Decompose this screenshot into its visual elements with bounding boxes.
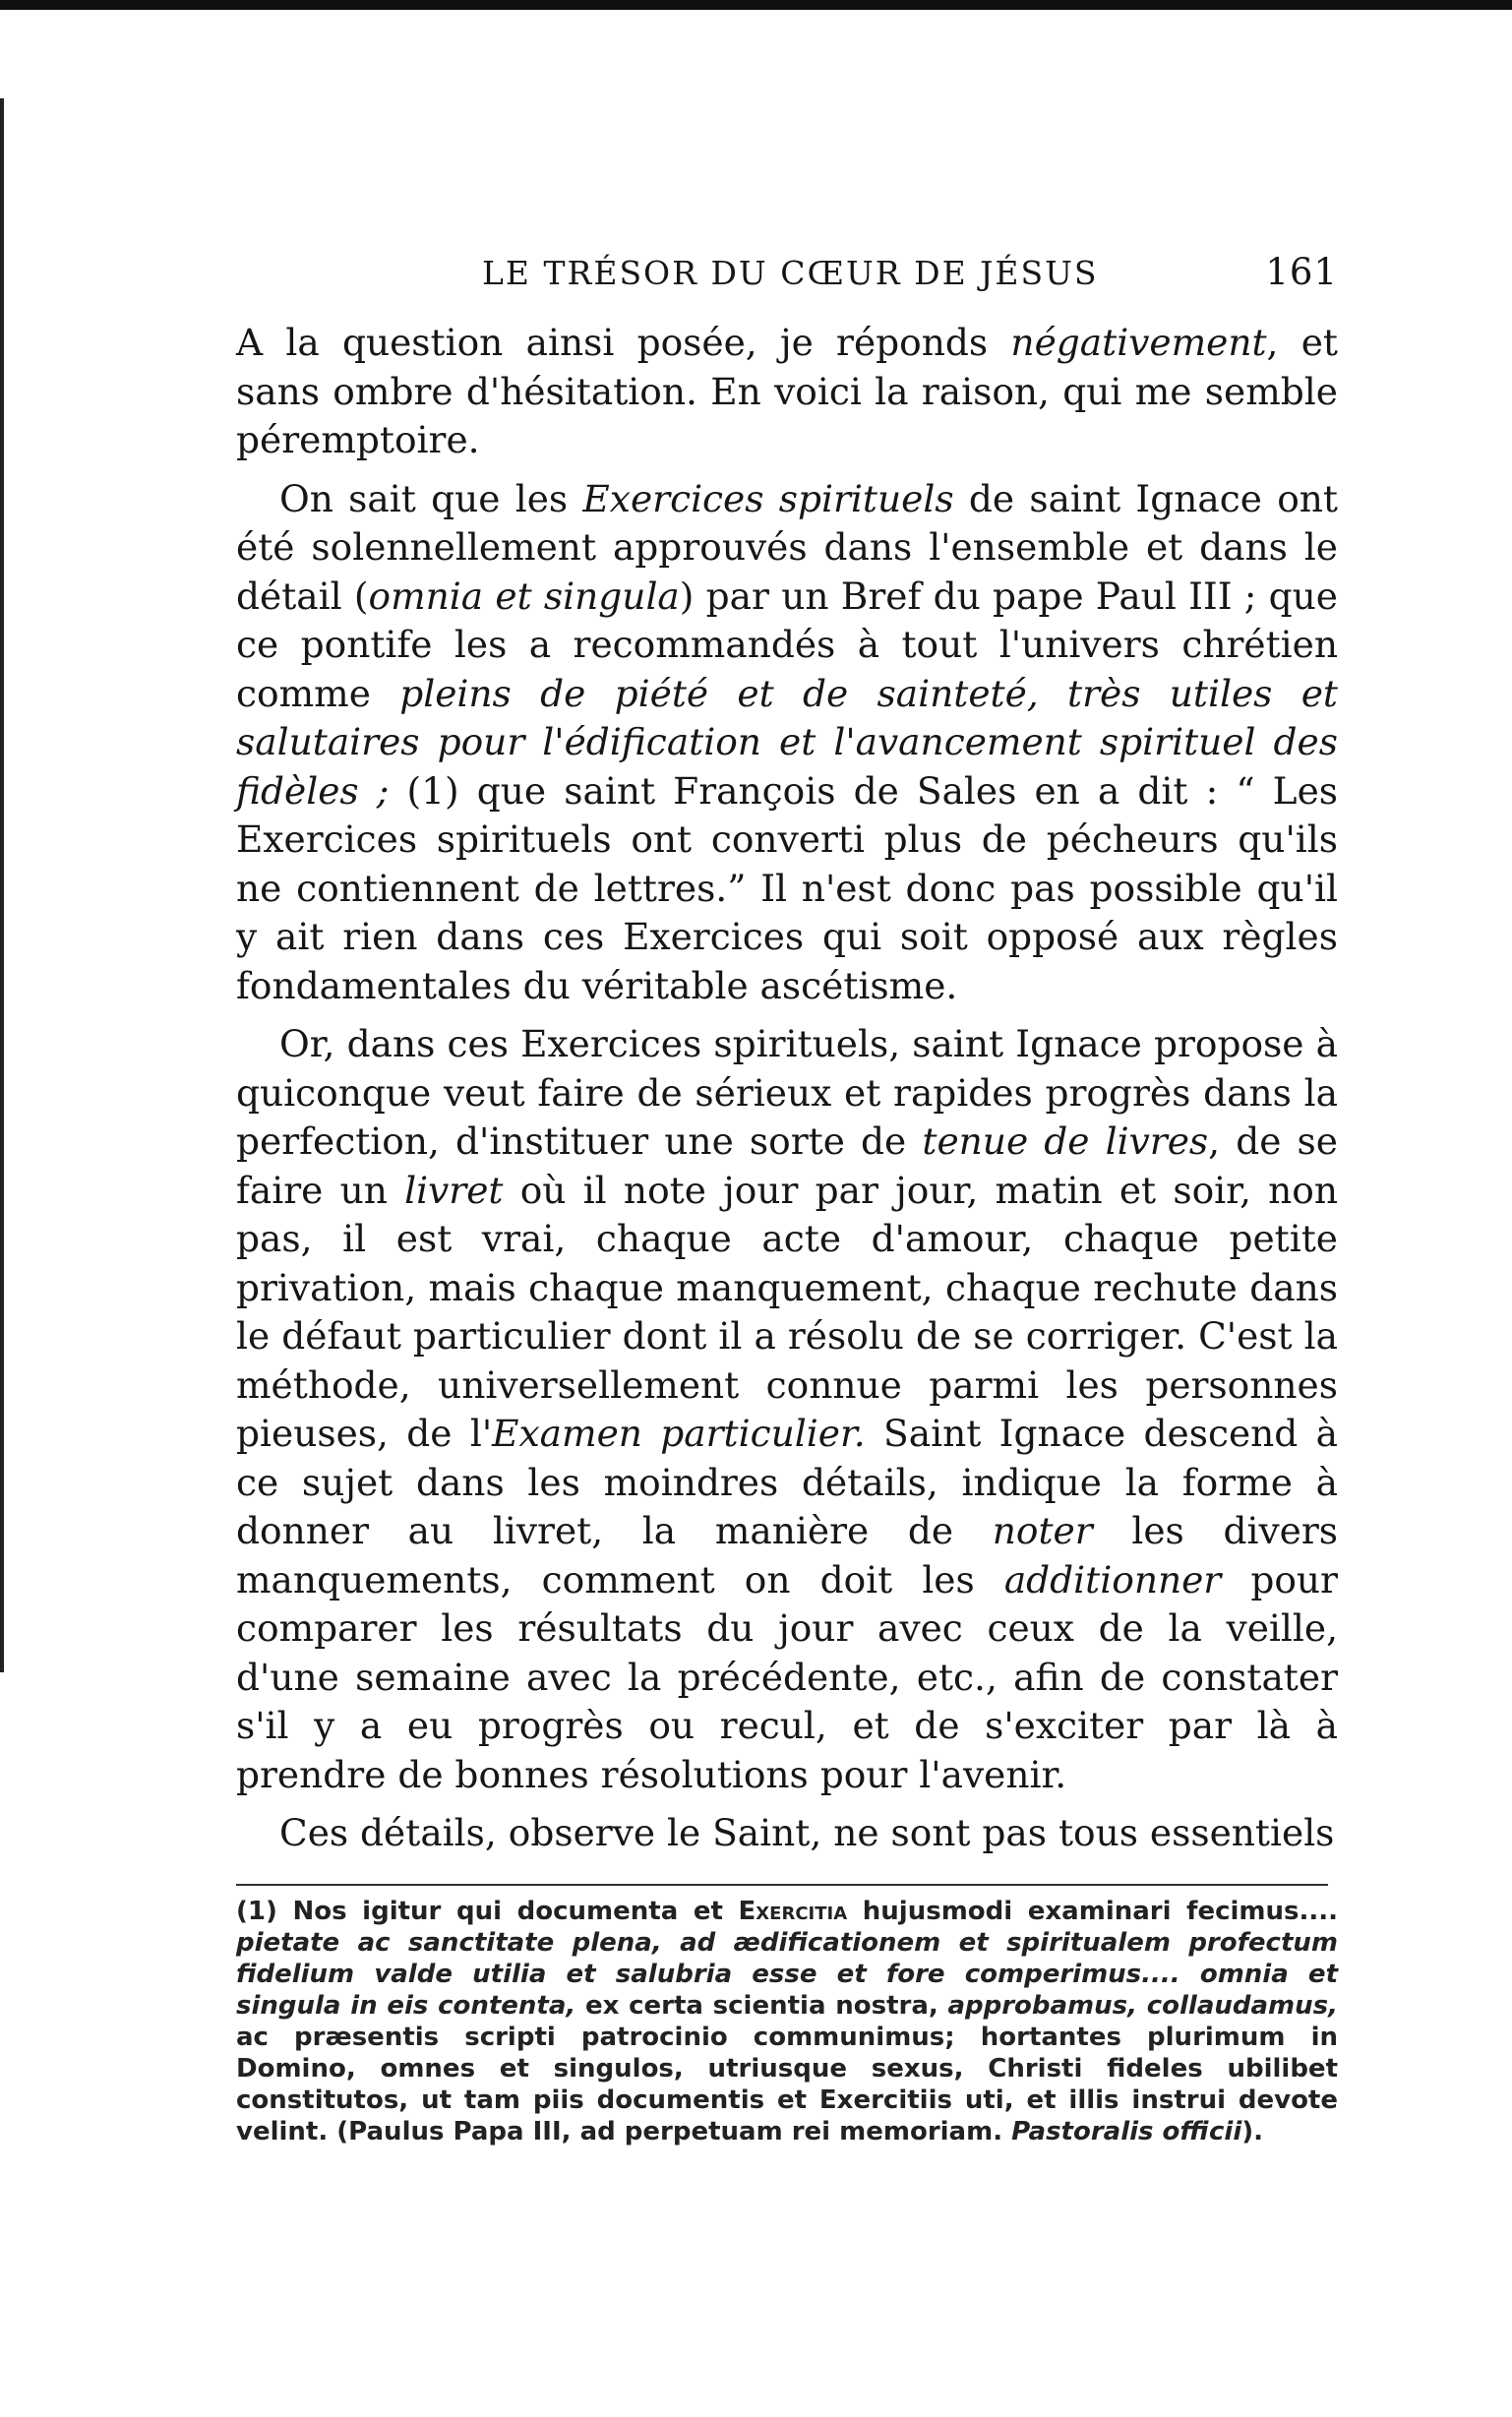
paragraph-1 [236, 319, 1338, 465]
page-number: 161 [1265, 251, 1338, 293]
binding-edge-shadow [0, 98, 4, 1672]
italic-run: pleins de piété et de sainteté, très utiles et salutaires pour l'édification et l'avancement spirituel des fidèles ; [236, 671, 1338, 813]
text-run: (1) Nos igitur qui documenta et [236, 1896, 739, 1926]
text-run: , et sans ombre d'hésitation. En voici la raison, qui me semble péremptoire. [236, 321, 1338, 461]
italic-run: négativement [1010, 321, 1267, 364]
text-run: où il note jour par jour, matin et soir, non pas, il est vrai, chaque acte d'amour, chaque petite privation, mais chaque manquement, chaque rechute dans le défaut particulier dont il a résolu de se corriger. C'est la méthode, universellement connue parmi les personnes pieuses, de l' [236, 1168, 1338, 1455]
italic-run: livret [404, 1168, 504, 1212]
italic-run: approbamus, collaudamus, [947, 1990, 1338, 2021]
italic-run: additionner [1003, 1557, 1222, 1601]
footnote-rule [236, 1884, 1328, 1886]
italic-run: pietate ac sanctitate plena, ad ædificationem et spiritualem profectum fidelium valde utilia et salubria esse et fore comperimus.... omnia et singula in eis contenta, [236, 1927, 1338, 2021]
body-text [236, 319, 1338, 1858]
italic-run: tenue de livres [922, 1119, 1209, 1163]
small-caps-run: Exercitia [738, 1896, 848, 1926]
text-run: hujusmodi examinari fecimus.... [847, 1896, 1338, 1926]
running-head [236, 246, 1338, 295]
italic-run: Exercices spirituels [582, 476, 954, 520]
italic-run: noter [992, 1509, 1093, 1552]
page-top-edge [0, 0, 1512, 10]
text-run: A la question ainsi posée, je réponds [236, 321, 1011, 364]
italic-run: Examen particulier. [492, 1412, 866, 1455]
italic-run: Pastoralis officii [1011, 2116, 1242, 2146]
text-run: ). [1241, 2116, 1263, 2146]
book-page [236, 246, 1338, 2147]
text-run: ac præsentis scripti patrocinio communimus; hortantes plurimum in Domino, omnes et singulos, utriusque sexus, Christi fideles ubilibet constitutos, ut tam piis documentis et Exercitiis uti, et illis instrui devote velint. (Paulus Papa III, ad perpetuam rei memoriam. [236, 2022, 1338, 2146]
footnote [236, 1896, 1338, 2147]
text-run: ex certa scientia nostra, [575, 1990, 948, 2021]
text-run: Saint Ignace descend à ce sujet dans les moindres détails, indique la forme à donner au livret, la manière de [236, 1412, 1338, 1552]
paragraph-2 [236, 475, 1338, 1011]
text-run: (1) que saint François de Sales en a dit : “ Les Exercices spirituels ont converti plus de pécheurs qu'ils ne contiennent de lettres.” Il n'est donc pas possible qu'il y ait rien dans ces Exercices qui soit opposé aux règles fondamentales du véritable ascétisme. [236, 768, 1339, 1007]
text-run: On sait que les [279, 476, 583, 520]
text-run: Or, dans ces Exercices spirituels, saint Ignace propose à quiconque veut faire de sérieux et rapides progrès dans la perfection, d'instituer une sorte de [236, 1022, 1338, 1163]
text-run: les divers manquements, comment on doit les [236, 1509, 1338, 1601]
text-run: pour comparer les résultats du jour avec ceux de la veille, d'une semaine avec la précédente, etc., afin de constater s'il y a eu progrès ou recul, et de s'exciter par là à prendre de bonnes résolutions pour l'avenir. [236, 1557, 1338, 1796]
italic-run: omnia et singula [368, 574, 680, 618]
text-run: de saint Ignace ont été solennellement approuvés dans l'ensemble et dans le détail ( [236, 476, 1339, 618]
text-run: ) par un Bref du pape Paul III ; que ce pontife les a recommandés à tout l'univers chrétien comme [236, 574, 1338, 715]
paragraph-4: Ces détails, observe le Saint, ne sont pas tous essentiels [279, 1811, 1335, 1854]
text-run: , de se faire un [236, 1119, 1338, 1212]
running-title: LE TRÉSOR DU CŒUR DE JÉSUS [482, 254, 1099, 292]
paragraph-3 [236, 1020, 1338, 1799]
